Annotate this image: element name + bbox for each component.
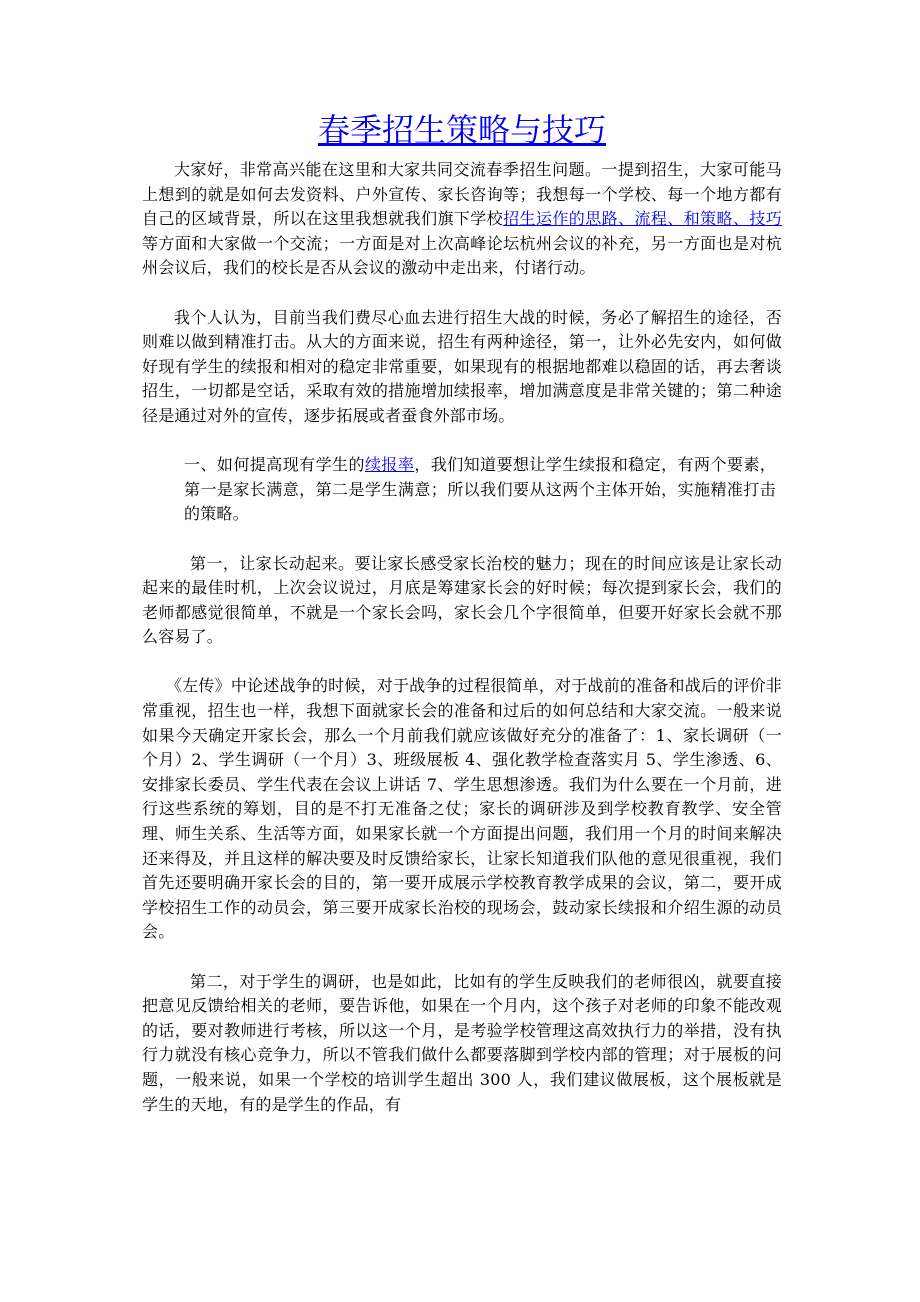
section-one-text-1: 一、如何提高现有学生的 — [184, 455, 365, 475]
renewal-rate-link[interactable]: 续报率 — [364, 455, 415, 475]
paragraph-intro-text-1: 大家好，非常高兴能在这里和大家共同交流春季招生问题。一提到招生，大家可能马上想到的就是如何去发资料、户外宣传、家长咨询等；我想每一个学校、每一个地方都有自己的区域背景，所以在这里我想就我们旗下学校 — [142, 160, 782, 229]
paragraph-recruitment-paths: 我个人认为，目前当我们费尽心血去进行招生大战的时候，务必了解招生的途径，否则难以做到精准打击。从大的方面来说，招生有两种途径，第一，让外必先安内，如何做好现有学生的续报和相对的稳定非常重要，如果现有的根据地都难以稳固的话，再去奢谈招生，一切都是空话，采取有效的措施增加续报率，增加满意度是非常关键的；第二种途径是通过对外的宣传，逐步拓展或者蚕食外部市场。 — [142, 307, 782, 425]
paragraph-section-one — [184, 453, 776, 527]
recruitment-strategy-link[interactable]: 招生运作的思路、流程、和策略、技巧 — [503, 209, 782, 229]
paragraph-parents-move: 第一，让家长动起来。要让家长感受家长治校的魅力；现在的时间应该是让家长动起来的最佳时机，上次会议说过，月底是筹建家长会的好时候；每次提到家长会，我们的老师都感觉很简单，不就是一个家长会吗，家长会几个字很简单，但要开好家长会就不那么容易了。 — [142, 553, 782, 647]
document-title[interactable] — [142, 108, 782, 152]
paragraph-student-survey: 第二，对于学生的调研，也是如此，比如有的学生反映我们的老师很凶，就要直接把意见反馈给相关的老师，要告诉他，如果在一个月内，这个孩子对老师的印象不能改观的话，要对教师进行考核，所以这一个月，是考验学校管理这高效执行力的举措，没有执行力就没有核心竞争力，所以不管我们做什么都要落脚到学校内部的管理；对于展板的问题，一般来说，如果一个学校的培训学生超出 300 人，我们建议做展板，这个展板就是学生的天地，有的是学生的作品，有 — [142, 971, 782, 1114]
document-page — [142, 108, 782, 1117]
paragraph-intro — [142, 158, 782, 281]
title-link[interactable]: 春季招生策略与技巧 — [317, 111, 606, 149]
section-one-text-2: ，我们知道要想让学生续报和稳定，有两个要素，第一是家长满意，第二是学生满意；所以我们要从这两个主体开始，实施精准打击的策略。 — [184, 455, 776, 524]
paragraph-zuozhuan: 《左传》中论述战争的时候，对于战争的过程很简单，对于战前的准备和战后的评价非常重视，招生也一样，我想下面就家长会的准备和过后的如何总结和大家交流。一般来说如果今天确定开家长会，那么一个月前我们就应该做好充分的准备了：1、家长调研（一个月）2、学生调研（一个月）3、班级展板 4、强化教学检查落实月 5、学生渗透、6、安排家长委员、学生代表在会议上讲话 7、学生思想渗透。我们为什么要在一个月前，进行这些系统的筹划，目的是不打无准备之仗；家长的调研涉及到学校教育教学、安全管理、师生关系、生活等方面，如果家长就一个方面提出问题，我们用一个月的时间来解决还来得及，并且这样的解决要及时反馈给家长，让家长知道我们队他的意见很重视，我们首先还要明确开家长会的目的，第一要开成展示学校教育教学成果的会议，第二，要开成学校招生工作的动员会，第三要开成家长治校的现场会，鼓动家长续报和介绍生源的动员会。 — [142, 676, 782, 942]
paragraph-intro-text-2: 等方面和大家做一个交流；一方面是对上次高峰论坛杭州会议的补充，另一方面也是对杭州会议后，我们的校长是否从会议的激动中走出来，付诸行动。 — [142, 233, 782, 278]
